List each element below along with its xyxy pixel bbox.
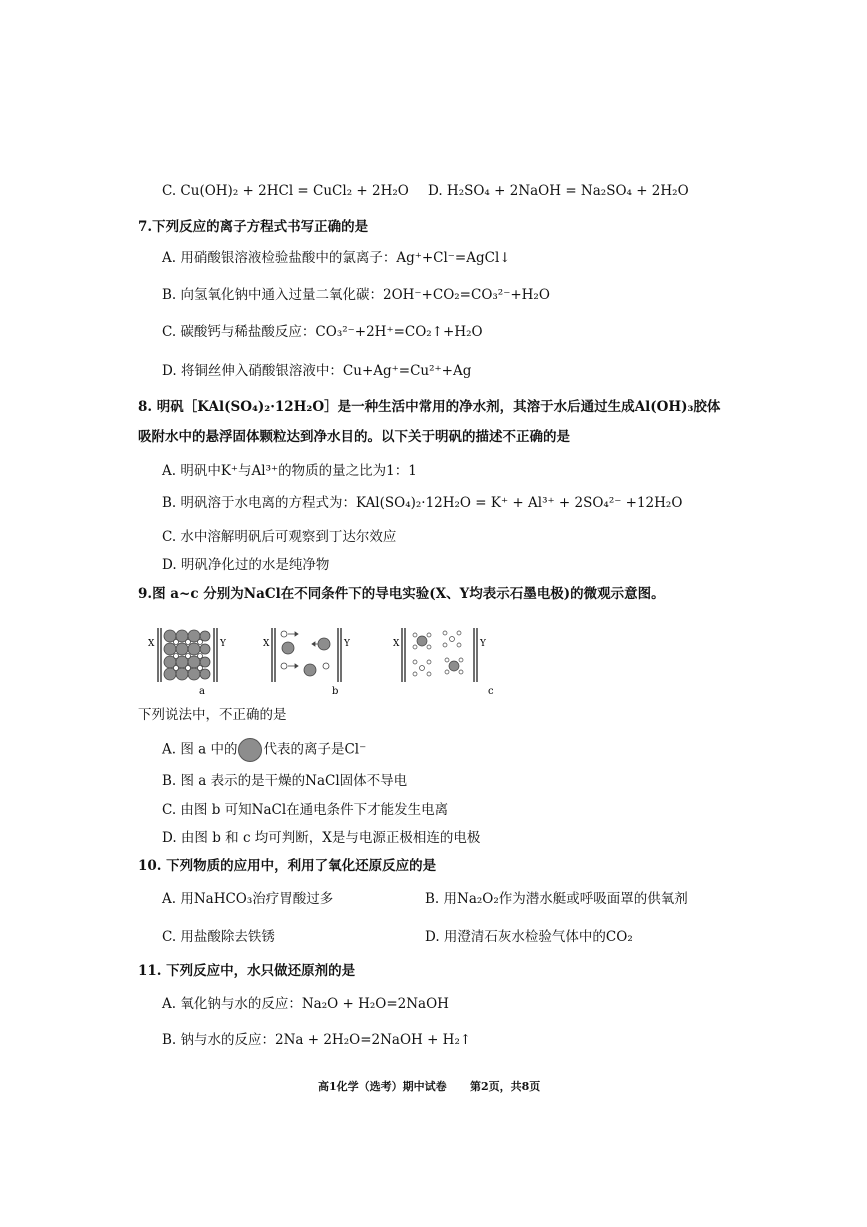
q9-stem: 9.图 a~c 分别为NaCl在不同条件下的导电实验(X、Y均表示石墨电极)的微观示意图。	[138, 586, 665, 602]
q8-option-b: B. 明矾溶于水电离的方程式为：KAl(SO₄)₂·12H₂O = K⁺ + Al³⁺ + 2SO₄²⁻ +12H₂O	[162, 495, 683, 511]
svg-text:c: c	[488, 686, 494, 697]
diagram-b	[262, 626, 362, 698]
q7-option-d: D. 将铜丝伸入硝酸银溶液中：Cu+Ag⁺=Cu²⁺+Ag	[162, 363, 472, 379]
svg-text:b: b	[332, 686, 339, 697]
q7-option-b: B. 向氢氧化钠中通入过量二氧化碳：2OH⁻+CO₂=CO₃²⁻+H₂O	[162, 287, 550, 303]
q9-option-a-post: 代表的离子是Cl⁻	[263, 741, 367, 758]
svg-text:X: X	[263, 639, 270, 649]
q10-stem: 10. 下列物质的应用中，利用了氧化还原反应的是	[138, 858, 437, 874]
q9-sub-stem: 下列说法中，不正确的是	[138, 707, 287, 723]
q8-stem-line2: 吸附水中的悬浮固体颗粒达到净水目的。以下关于明矾的描述不正确的是	[138, 429, 570, 445]
q10-option-c: C. 用盐酸除去铁锈	[162, 929, 275, 945]
q11-stem: 11. 下列反应中，水只做还原剂的是	[138, 963, 356, 979]
diagram-a	[146, 626, 236, 698]
q7-option-a: A. 用硝酸银溶液检验盐酸中的氯离子：Ag⁺+Cl⁻=AgCl↓	[162, 250, 511, 266]
q8-option-d: D. 明矾净化过的水是纯净物	[162, 557, 330, 573]
q10-option-b: B. 用Na₂O₂作为潜水艇或呼吸面罩的供氧剂	[425, 891, 688, 907]
footer-page-number: 第2页，共8页	[470, 1080, 541, 1093]
svg-text:Y: Y	[480, 639, 486, 649]
q6-option-c: C. Cu(OH)₂ + 2HCl = CuCl₂ + 2H₂O	[162, 183, 409, 199]
svg-text:X: X	[393, 639, 400, 649]
q9-option-b: B. 图 a 表示的是干燥的NaCl固体不导电	[162, 773, 408, 789]
q10-option-d: D. 用澄清石灰水检验气体中的CO₂	[425, 929, 633, 945]
q6-option-d: D. H₂SO₄ + 2NaOH = Na₂SO₄ + 2H₂O	[428, 183, 689, 199]
q9-option-a	[162, 738, 366, 762]
q9-option-a-pre: A. 图 a 中的	[162, 741, 238, 758]
q9-option-d: D. 由图 b 和 c 均可判断，X是与电源正极相连的电极	[162, 830, 481, 846]
svg-text:a: a	[199, 686, 205, 697]
q10-option-a: A. 用NaHCO₃治疗胃酸过多	[162, 891, 334, 907]
q8-stem-line1: 8. 明矾［KAl(SO₄)₂·12H₂O］是一种生活中常用的净水剂，其溶于水后通过生成Al(OH)₃胶体	[138, 399, 721, 415]
diagram-a-svg	[146, 626, 236, 698]
q9-option-c: C. 由图 b 可知NaCl在通电条件下才能发生电离	[162, 802, 449, 818]
svg-text:Y: Y	[220, 639, 226, 649]
q8-option-a: A. 明矾中K⁺与Al³⁺的物质的量之比为1：1	[162, 463, 417, 479]
q11-option-b: B. 钠与水的反应：2Na + 2H₂O=2NaOH + H₂↑	[162, 1032, 472, 1048]
footer-exam-title: 高1化学（选考）期中试卷	[318, 1080, 447, 1093]
diagram-c	[392, 626, 502, 698]
diagram-b-svg	[262, 626, 362, 698]
q8-option-c: C. 水中溶解明矾后可观察到丁达尔效应	[162, 529, 397, 545]
diagram-c-svg	[392, 626, 502, 698]
large-ion-ball-icon	[238, 738, 262, 762]
svg-text:Y: Y	[344, 639, 350, 649]
q11-option-a: A. 氧化钠与水的反应：Na₂O + H₂O=2NaOH	[162, 996, 449, 1012]
q7-stem: 7.下列反应的离子方程式书写正确的是	[138, 219, 369, 235]
q7-option-c: C. 碳酸钙与稀盐酸反应：CO₃²⁻+2H⁺=CO₂↑+H₂O	[162, 324, 483, 340]
svg-text:X: X	[148, 639, 155, 649]
